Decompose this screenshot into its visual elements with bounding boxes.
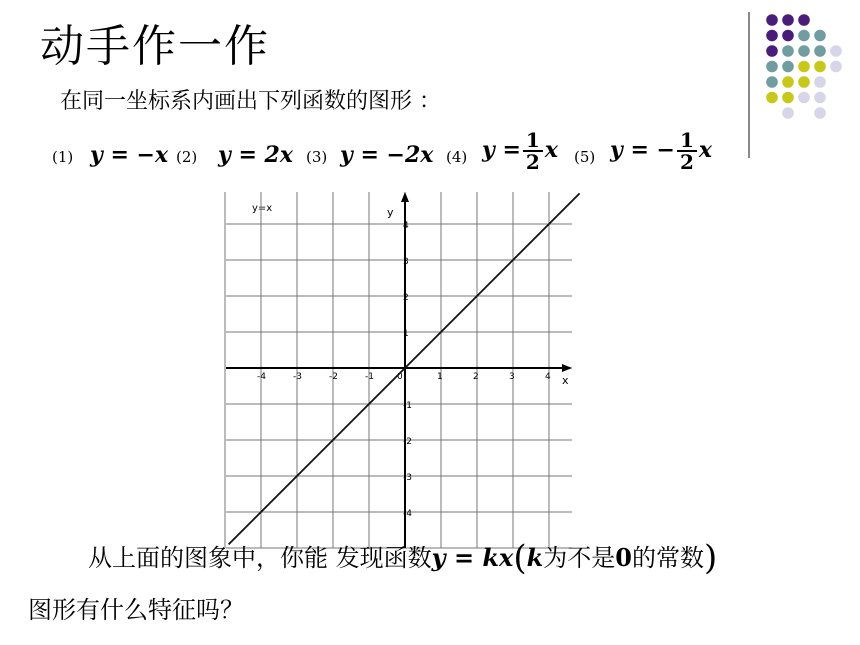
function-number-3: (3) [306,148,328,166]
x-tick-label: 4 [545,372,551,382]
question-text-1: 从上面的图象中，你能 发现函数 [88,544,432,572]
y-tick-label: 3 [403,257,409,267]
close-paren: ) [703,538,718,578]
function-1-var: x [154,142,169,168]
function-number-4: (4) [446,148,468,166]
function-2-lhs: y = 2 [218,142,280,168]
y-tick-label: 1 [403,329,409,339]
graph-label: y=x [252,203,273,214]
x-axis-arrow [562,364,572,372]
grid-lines [225,192,572,548]
y-tick-label: -1 [403,401,412,411]
function-2-var: x [279,142,293,168]
x-tick-label: -3 [293,372,302,382]
fraction-numerator: 1 [677,130,697,152]
fraction-denominator: 2 [525,150,540,174]
fraction-numerator: 1 [523,130,543,152]
question-formula: y = kx [431,543,514,572]
fraction-denominator: 2 [679,150,694,174]
y-tick-label: 2 [403,293,409,303]
question-line-1 [88,538,717,578]
function-number-2: (2) [176,148,198,166]
x-tick-label: 1 [437,372,443,382]
question-text-2: 为不是 [543,544,616,572]
y-axis-label: y [387,206,394,219]
x-tick-label: -4 [257,372,266,382]
question-text-3: 的常数 [631,544,704,572]
y-axis-arrow [401,192,409,202]
question-line-2: 图形有什么特征吗？ [28,596,244,624]
function-5-var: x [698,137,713,163]
x-axis-label: x [562,374,569,387]
function-3-lhs: y = −2 [340,142,421,168]
y-tick-label: -3 [403,473,412,483]
x-tick-label: -2 [329,372,338,382]
question-zero: 0 [615,543,632,572]
slide-title: 动手作一作 [40,21,270,72]
y-tick-label: -4 [403,509,412,519]
function-number-5: (5) [574,148,596,166]
function-1-lhs: y = − [90,142,155,168]
function-number-1: (1) [52,148,74,166]
x-tick-label: 3 [509,372,515,382]
y-tick-label: 4 [403,221,409,231]
x-tick-label: 0 [397,372,403,382]
open-paren: ( [513,538,527,578]
x-tick-label: -1 [365,372,374,382]
y-tick-label: -2 [403,437,412,447]
function-5-lhs: y = − [610,137,675,163]
function-4-var: x [544,137,558,163]
function-3-var: x [420,142,434,168]
x-tick-label: 2 [473,372,479,382]
function-4-lhs: y = [482,137,521,163]
instruction-text: 在同一坐标系内画出下列函数的图形 ： [60,89,441,114]
question-k: k [526,543,544,572]
